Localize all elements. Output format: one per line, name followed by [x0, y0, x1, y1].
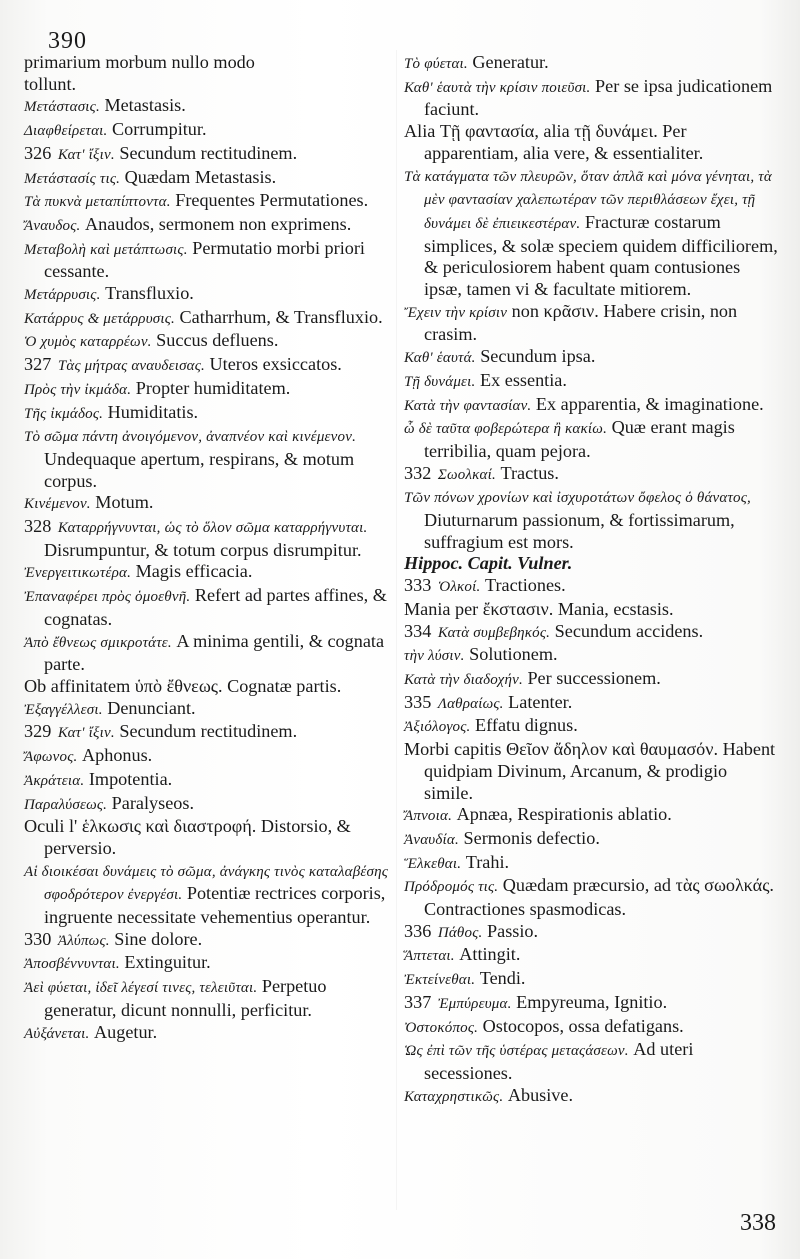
greek-term: ὧ δὲ ταῦτα φοβερώτερα ἢ κακίω. — [404, 421, 608, 438]
glossary-entry — [404, 301, 778, 346]
glossary-entry — [404, 921, 778, 945]
source-reference: Hippoc. Capit. Vulner. — [404, 553, 573, 574]
latin-translation: Tractus. — [500, 462, 559, 483]
glossary-entry — [404, 692, 778, 716]
greek-term: Κατὰ συμβεβηκός. — [437, 624, 551, 641]
latin-translation: Extinguitur. — [124, 952, 211, 973]
page-number-top: 390 — [48, 28, 87, 54]
glossary-entry — [404, 715, 778, 739]
section-number: 336 — [404, 920, 432, 941]
greek-term: Λαθραίως. — [437, 695, 504, 712]
glossary-entry — [24, 283, 392, 307]
latin-translation: Secundum accidens. — [554, 620, 704, 641]
latin-translation: Potentiæ rectrices corporis, ingruente necessitate vehementius operantur. — [44, 883, 386, 928]
glossary-entry — [24, 698, 392, 722]
glossary-entry — [404, 486, 778, 553]
glossary-entry — [24, 95, 392, 119]
glossary-entry — [24, 516, 392, 561]
latin-translation: Sine dolore. — [114, 928, 203, 949]
glossary-entry — [404, 76, 778, 121]
section-number: 334 — [404, 620, 432, 641]
greek-term: Ἀξιόλογος. — [404, 719, 471, 736]
glossary-entry — [404, 165, 778, 301]
greek-term: Παραλύσεως. — [24, 796, 108, 813]
glossary-entry — [404, 668, 778, 692]
glossary-entry — [404, 944, 778, 968]
glossary-entry — [404, 394, 778, 418]
glossary-entry — [24, 119, 392, 143]
glossary-entry — [24, 425, 392, 492]
latin-translation: Ostocopos, ossa defatigans. — [482, 1015, 684, 1036]
latin-translation: A minima gentili, & cognata parte. — [44, 630, 385, 675]
latin-translation: Per se ipsa judicationem faciunt. — [424, 75, 773, 120]
glossary-entry — [404, 121, 778, 164]
latin-translation: Fracturæ costarum simplices, & solæ speciem quidem difficiliorem, & periculosiorem habent quam contusiones ipsæ, tamen vi & facultate mitiorem. — [424, 211, 778, 300]
glossary-entry — [24, 929, 392, 953]
glossary-entry — [24, 1022, 392, 1046]
section-number: 332 — [404, 462, 432, 483]
greek-term: Ἀποσβέννυνται. — [24, 956, 120, 973]
glossary-entry — [24, 745, 392, 769]
latin-translation: Ex apparentia, & imaginatione. — [535, 393, 764, 414]
latin-translation: Permutatio morbi priori cessante. — [44, 237, 365, 282]
greek-term: Πάθος. — [437, 924, 483, 941]
greek-term: Ἀεὶ φύεται, ἰδεῖ λέγεσί τινες, τελειῦται. — [24, 980, 258, 997]
greek-term: Ἐξαγγέλλεσι. — [24, 701, 103, 718]
glossary-entry — [24, 402, 392, 426]
greek-term: Ἀπὸ ἔθνεως σμικροτάτε. — [24, 634, 172, 651]
glossary-entry — [24, 952, 392, 976]
greek-term: Ἄπνοια. — [404, 808, 453, 825]
latin-translation: Tractiones. — [485, 575, 566, 596]
left-column — [24, 52, 392, 1045]
latin-translation: Diuturnarum passionum, & fortissimarum, suffragium est mors. — [424, 510, 735, 552]
latin-translation: Quædam præcursio, ad τὰς σωολκάς. Contractiones spasmodicas. — [424, 875, 774, 920]
latin-translation: Augetur. — [94, 1021, 158, 1042]
latin-translation: Quædam Metastasis. — [124, 166, 277, 187]
glossary-entry — [404, 828, 778, 852]
greek-term: Ἐνεργειτικωτέρα. — [24, 565, 132, 582]
glossary-entry — [24, 492, 392, 516]
glossary-entry — [404, 1085, 778, 1109]
glossary-entry — [404, 553, 778, 575]
glossary-entry — [404, 370, 778, 394]
glossary-entry — [24, 167, 392, 191]
latin-translation: Magis efficacia. — [135, 561, 253, 582]
latin-translation: Propter humiditatem. — [135, 377, 291, 398]
section-number: 328 — [24, 516, 52, 537]
glossary-entry — [404, 346, 778, 370]
latin-translation: primarium morbum nullo modo — [24, 52, 255, 72]
greek-term: Διαφθείρεται. — [24, 123, 108, 140]
greek-term: Ἄφωνος. — [24, 749, 78, 766]
greek-term: Ἐμπύρευμα. — [437, 995, 512, 1012]
greek-term: Τῇ δυνάμει. — [404, 373, 476, 390]
glossary-entry — [24, 585, 392, 630]
latin-translation: Anaudos, sermonem non exprimens. — [85, 213, 352, 234]
latin-translation: Paralyseos. — [111, 792, 194, 813]
greek-term: Αὐξάνεται. — [24, 1025, 90, 1042]
latin-translation: Catharrhum, & Transfluxio. — [179, 306, 383, 327]
latin-translation: Abusive. — [507, 1084, 574, 1105]
latin-translation: Apnæa, Respirationis ablatio. — [456, 804, 672, 825]
latin-translation: Oculi l' ἑλκωσις καὶ διαστροφή. Distorsio, & perversio. — [24, 816, 351, 858]
glossary-entry — [24, 378, 392, 402]
latin-translation: Passio. — [487, 920, 539, 941]
latin-translation: Morbi capitis Θεῖον ἄδηλον καὶ θαυμασόν. Habent quidpiam Divinum, Arcanum, & prodigio simile. — [404, 739, 776, 803]
greek-term: Κατ' ἴξιν. — [57, 146, 115, 163]
glossary-entry — [24, 238, 392, 283]
latin-translation: Trahi. — [465, 851, 510, 872]
column-gutter — [396, 50, 397, 1210]
glossary-entry — [404, 992, 778, 1016]
glossary-entry — [24, 561, 392, 585]
greek-term: Τὰ κατάγματα τῶν πλευρῶν, ὅταν ἁπλᾶ καὶ μόνα γένηται, τὰ μὲν φαντασίαν χαλεπωτέραν τῶν περιθλάσεων ἔχει, τῇ δυνάμει δὲ ἐπιεικεστέραν. — [404, 168, 772, 232]
glossary-entry — [24, 143, 392, 167]
latin-translation: Frequentes Permutationes. — [175, 190, 369, 211]
latin-translation: Uteros exsiccatos. — [209, 354, 342, 375]
glossary-entry — [24, 190, 392, 214]
greek-term: Ὡς ἐπὶ τῶν τῆς ὑστέρας μεταςάσεων. — [404, 1043, 629, 1060]
latin-translation: Tendi. — [479, 968, 526, 989]
latin-translation: Transfluxio. — [105, 283, 194, 304]
greek-term: Ὁλκοί. — [437, 579, 481, 596]
section-number: 337 — [404, 991, 432, 1012]
greek-term: Αἱ διοικέσαι δυνάμεις τὸ σῶμα, ἀνάγκης τινὸς καταλαβέσης σφοδρότερον ἐνεργέσι. — [24, 863, 389, 904]
glossary-entry — [404, 644, 778, 668]
latin-translation: Attingit. — [459, 944, 521, 965]
glossary-entry — [404, 968, 778, 992]
latin-translation: Humiditatis. — [107, 401, 199, 422]
greek-term: Ἄναυδος. — [24, 217, 81, 234]
latin-translation: Succus defluens. — [156, 330, 279, 351]
glossary-entry — [24, 214, 392, 238]
glossary-entry — [404, 463, 778, 487]
greek-term: Κατὰ τὴν διαδοχήν. — [404, 671, 523, 688]
glossary-entry — [24, 52, 392, 74]
greek-term: Τὰς μήτρας αναυδεισας. — [57, 358, 205, 375]
greek-term: Ἀκράτεια. — [24, 772, 85, 789]
section-number: 335 — [404, 691, 432, 712]
greek-term: Ἐπαναφέρει πρὸς ὁμοεθνῆ. — [24, 589, 191, 606]
glossary-entry — [404, 1016, 778, 1040]
glossary-entry — [24, 769, 392, 793]
glossary-entry — [404, 875, 778, 920]
latin-translation: Denunciant. — [107, 697, 196, 718]
right-column — [404, 52, 778, 1108]
greek-term: Σωολκαί. — [437, 466, 496, 483]
greek-term: Ἔχειν τὴν κρίσιν — [404, 304, 508, 321]
glossary-entry — [24, 354, 392, 378]
glossary-entry — [24, 721, 392, 745]
latin-translation: tollunt. — [24, 73, 77, 94]
glossary-entry — [404, 1039, 778, 1084]
glossary-entry — [404, 599, 778, 621]
greek-term: Ἕλκεθαι. — [404, 855, 462, 872]
glossary-entry — [404, 852, 778, 876]
latin-translation: non κρᾶσιν. Habere crisin, non crasim. — [424, 300, 738, 345]
page-number-bottom: 338 — [740, 1210, 776, 1236]
glossary-entry — [404, 621, 778, 645]
latin-translation: Alia Τῇ φαντασία, alia τῇ δυνάμει. Per apparentiam, alia vere, & essentialiter. — [404, 121, 704, 163]
latin-translation: Ex essentia. — [480, 369, 567, 390]
greek-term: Τῆς ἰκμάδος. — [24, 405, 104, 422]
glossary-entry — [404, 575, 778, 599]
latin-translation: Aphonus. — [82, 745, 153, 766]
glossary-entry — [24, 860, 392, 929]
section-number: 329 — [24, 721, 52, 742]
greek-term: Ἀναυδία. — [404, 831, 459, 848]
latin-translation: Sermonis defectio. — [463, 827, 600, 848]
greek-term: Ὀστοκόπος. — [404, 1019, 479, 1036]
greek-term: Ἅπτεται. — [404, 948, 455, 965]
latin-translation: Disrumpuntur, & totum corpus disrumpitur. — [44, 539, 362, 560]
greek-term: Πρόδρομός τις. — [404, 879, 499, 896]
latin-translation: Latenter. — [508, 691, 573, 712]
latin-translation: Perpetuo generatur, dicunt nonnulli, perficitur. — [44, 976, 327, 1020]
latin-translation: Secundum rectitudinem. — [119, 142, 298, 163]
latin-translation: Impotentia. — [88, 768, 173, 789]
latin-translation: Motum. — [95, 492, 154, 513]
latin-translation: Empyreuma, Ignitio. — [516, 991, 668, 1012]
greek-term: Καταχρηστικῶς. — [404, 1088, 504, 1105]
section-number: 333 — [404, 575, 432, 596]
latin-translation: Metastasis. — [104, 95, 186, 116]
greek-term: Καταρρήγνυνται, ὡς τὸ ὅλον σῶμα καταρρήγνυται. — [57, 520, 368, 537]
glossary-entry — [24, 676, 392, 698]
latin-translation: Per successionem. — [527, 667, 661, 688]
latin-translation: Undequaque apertum, respirans, & motum corpus. — [44, 448, 355, 491]
latin-translation: Quæ erant magis terribilia, quam pejora. — [424, 417, 735, 461]
glossary-entry — [404, 52, 778, 76]
greek-term: Ἀλύπως. — [57, 932, 110, 949]
greek-term: Καθ' ἑαυτά. — [404, 350, 476, 367]
greek-term: Τῶν πόνων χρονίων καὶ ἰσχυροτάτων ὄφελος ὁ θάνατος, — [404, 490, 751, 507]
section-number: 327 — [24, 354, 52, 375]
latin-translation: Generatur. — [472, 52, 549, 72]
greek-term: Κατ' ἴξιν. — [57, 725, 115, 742]
glossary-entry — [404, 417, 778, 462]
greek-term: Μετάστασις. — [24, 99, 100, 116]
glossary-entry — [24, 631, 392, 676]
latin-translation: Solutionem. — [469, 644, 558, 665]
greek-term: Τὸ φύεται. — [404, 56, 468, 72]
section-number: 326 — [24, 142, 52, 163]
greek-term: Κατὰ τὴν φαντασίαν. — [404, 397, 532, 414]
glossary-entry — [404, 739, 778, 804]
glossary-entry — [24, 74, 392, 96]
greek-term: Ἐκτείνεθαι. — [404, 972, 476, 989]
greek-term: Τὰ πυκνὰ μεταπίπτοντα. — [24, 194, 171, 211]
greek-term: Τὸ σῶμα πάντη ἀνοιγόμενον, ἀναπνέον καὶ κινέμενον. — [24, 429, 357, 446]
latin-translation: Secundum rectitudinem. — [119, 721, 298, 742]
greek-term: Μετάστασίς τις. — [24, 170, 121, 187]
greek-term: τὴν λύσιν. — [404, 648, 465, 665]
glossary-entry — [24, 330, 392, 354]
latin-translation: Corrumpitur. — [112, 119, 207, 140]
latin-translation: Ad uteri secessiones. — [424, 1039, 694, 1083]
greek-term: Κατάρρυς & μετάρρυσις. — [24, 310, 175, 327]
greek-term: Ὁ χυμὸς καταρρέων. — [24, 334, 152, 351]
greek-term: Κινέμενον. — [24, 496, 91, 513]
latin-translation: Refert ad partes affines, & cognatas. — [44, 585, 387, 629]
glossary-entry — [404, 804, 778, 828]
greek-term: Μεταβολὴ καὶ μετάπτωσις. — [24, 241, 188, 258]
glossary-entry — [24, 976, 392, 1021]
latin-translation: Ob affinitatem ὑπὸ ἔθνεως. Cognatæ partis. — [24, 675, 342, 696]
glossary-entry — [24, 816, 392, 859]
glossary-entry — [24, 793, 392, 817]
greek-term: Καθ' ἑαυτὰ τὴν κρίσιν ποιεῦσι. — [404, 79, 591, 96]
section-number: 330 — [24, 928, 52, 949]
latin-translation: Secundum ipsa. — [480, 346, 596, 367]
latin-translation: Effatu dignus. — [475, 715, 578, 736]
greek-term: Πρὸς τὴν ἰκμάδα. — [24, 381, 132, 398]
glossary-entry — [24, 307, 392, 331]
greek-term: Μετάρρυσις. — [24, 287, 101, 304]
latin-translation: Mania per ἔκστασιν. Mania, ecstasis. — [404, 598, 674, 619]
